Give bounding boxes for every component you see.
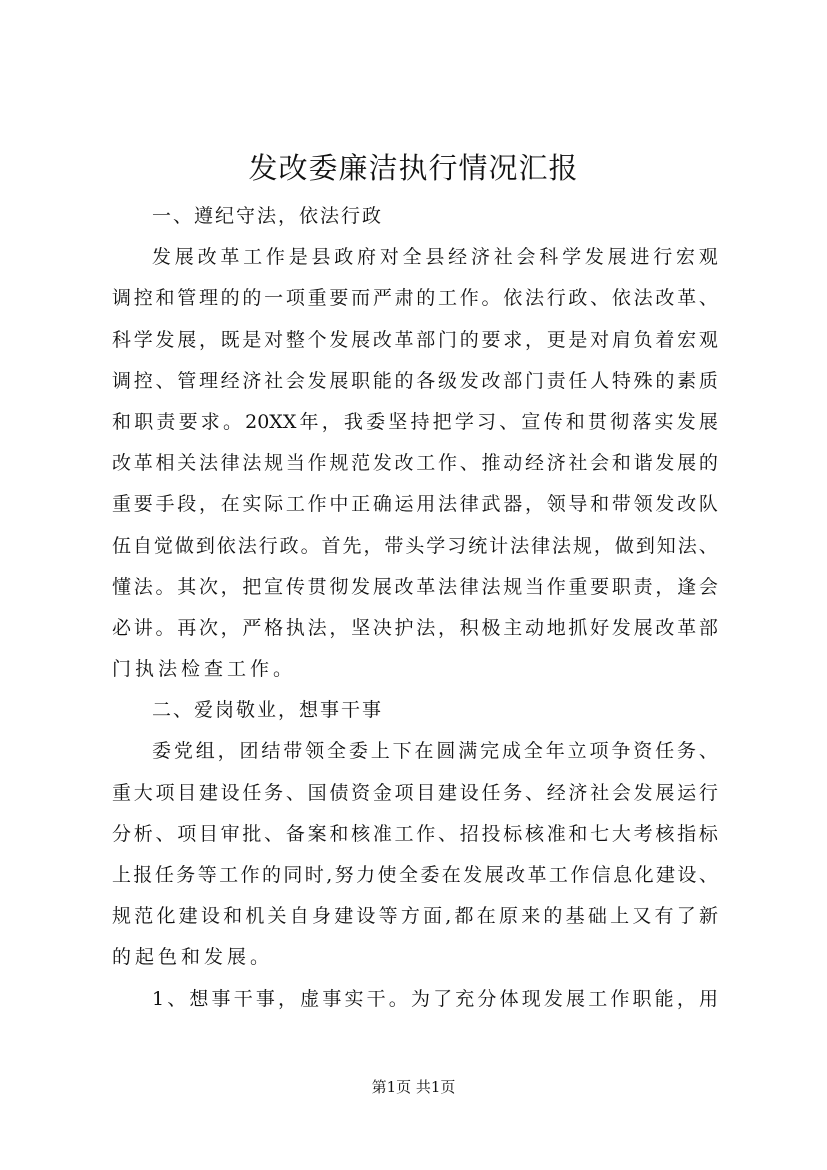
text-line: 的起色和发展。 xyxy=(112,946,274,969)
text-line: 规 范 化 建 设 和 机 关 自 身 建 设 等 方 面 , 都 在 原 来 的 基 础 上 又 有 了 新 xyxy=(112,905,718,928)
text-line: 改 革 相 关 法 律 法 规 当 作 规 范 发 改 工 作 、 推 动 经 济 社 会 和 谐 发 展 的 xyxy=(112,452,718,475)
text-line: 1 、 想 事 干 事 ， 虚 事 实 干 。 为 了 充 分 体 现 发 展 工 作 职 能 ， 用 xyxy=(152,987,718,1010)
text-line: 和 职 责 要 求 。 20XX 年 ， 我 委 坚 持 把 学 习 、 宣 传 和 贯 彻 落 实 发 展 xyxy=(112,410,718,433)
text-line: 分 析 、 项 目 审 批 、 备 案 和 核 准 工 作 、 招 投 标 核 准 和 七 大 考 核 指 标 xyxy=(112,822,718,845)
text-line: 上 报 任 务 等 工 作 的 同 时 , 努 力 使 全 委 在 发 展 改 革 工 作 信 息 化 建 设 、 xyxy=(112,864,718,886)
text-line: 调 控 、 管 理 经 济 社 会 发 展 职 能 的 各 级 发 改 部 门 责 任 人 特 殊 的 素 质 xyxy=(112,369,718,392)
document-title: 发改委廉洁执行情况汇报 xyxy=(248,151,579,185)
text-line: 委 党 组 ， 团 结 带 领 全 委 上 下 在 圆 满 完 成 全 年 立 项 争 资 任 务 、 xyxy=(152,740,718,763)
page-footer: 第1页 共1页 xyxy=(371,1078,456,1096)
text-line: 发 展 改 革 工 作 是 县 政 府 对 全 县 经 济 社 会 科 学 发 展 进 行 宏 观 xyxy=(152,246,718,269)
text-line: 伍 自 觉 做 到 依 法 行 政 。 首 先 ， 带 头 学 习 统 计 法 律 法 规 ， 做 到 知 法 、 xyxy=(112,534,718,557)
section-heading: 二、爱岗敬业，想事干事 xyxy=(152,699,384,722)
text-line: 重 大 项 目 建 设 任 务 、 国 债 资 金 项 目 建 设 任 务 、 经 济 社 会 发 展 运 行 xyxy=(112,781,718,804)
text-line: 调 控 和 管 理 的 的 一 项 重 要 而 严 肃 的 工 作 。 依 法 行 政 、 依 法 改 革 、 xyxy=(112,287,718,310)
text-line: 重 要 手 段 ， 在 实 际 工 作 中 正 确 运 用 法 律 武 器 ， 领 导 和 带 领 发 改 队 xyxy=(112,493,718,516)
text-line: 门执法检查工作。 xyxy=(112,658,297,681)
document-body xyxy=(112,196,718,1020)
section-heading: 一、遵纪守法，依法行政 xyxy=(152,205,384,227)
text-line: 必 讲 。 再 次 ， 严 格 执 法 ， 坚 决 护 法 ， 积 极 主 动 地 抓 好 发 展 改 革 部 xyxy=(112,616,718,639)
text-line: 懂 法 。 其 次 ， 把 宣 传 贯 彻 发 展 改 革 法 律 法 规 当 作 重 要 职 责 ， 逢 会 xyxy=(112,575,718,598)
text-line: 科 学 发 展 ， 既 是 对 整 个 发 展 改 革 部 门 的 要 求 ， 更 是 对 肩 负 着 宏 观 xyxy=(112,328,718,351)
